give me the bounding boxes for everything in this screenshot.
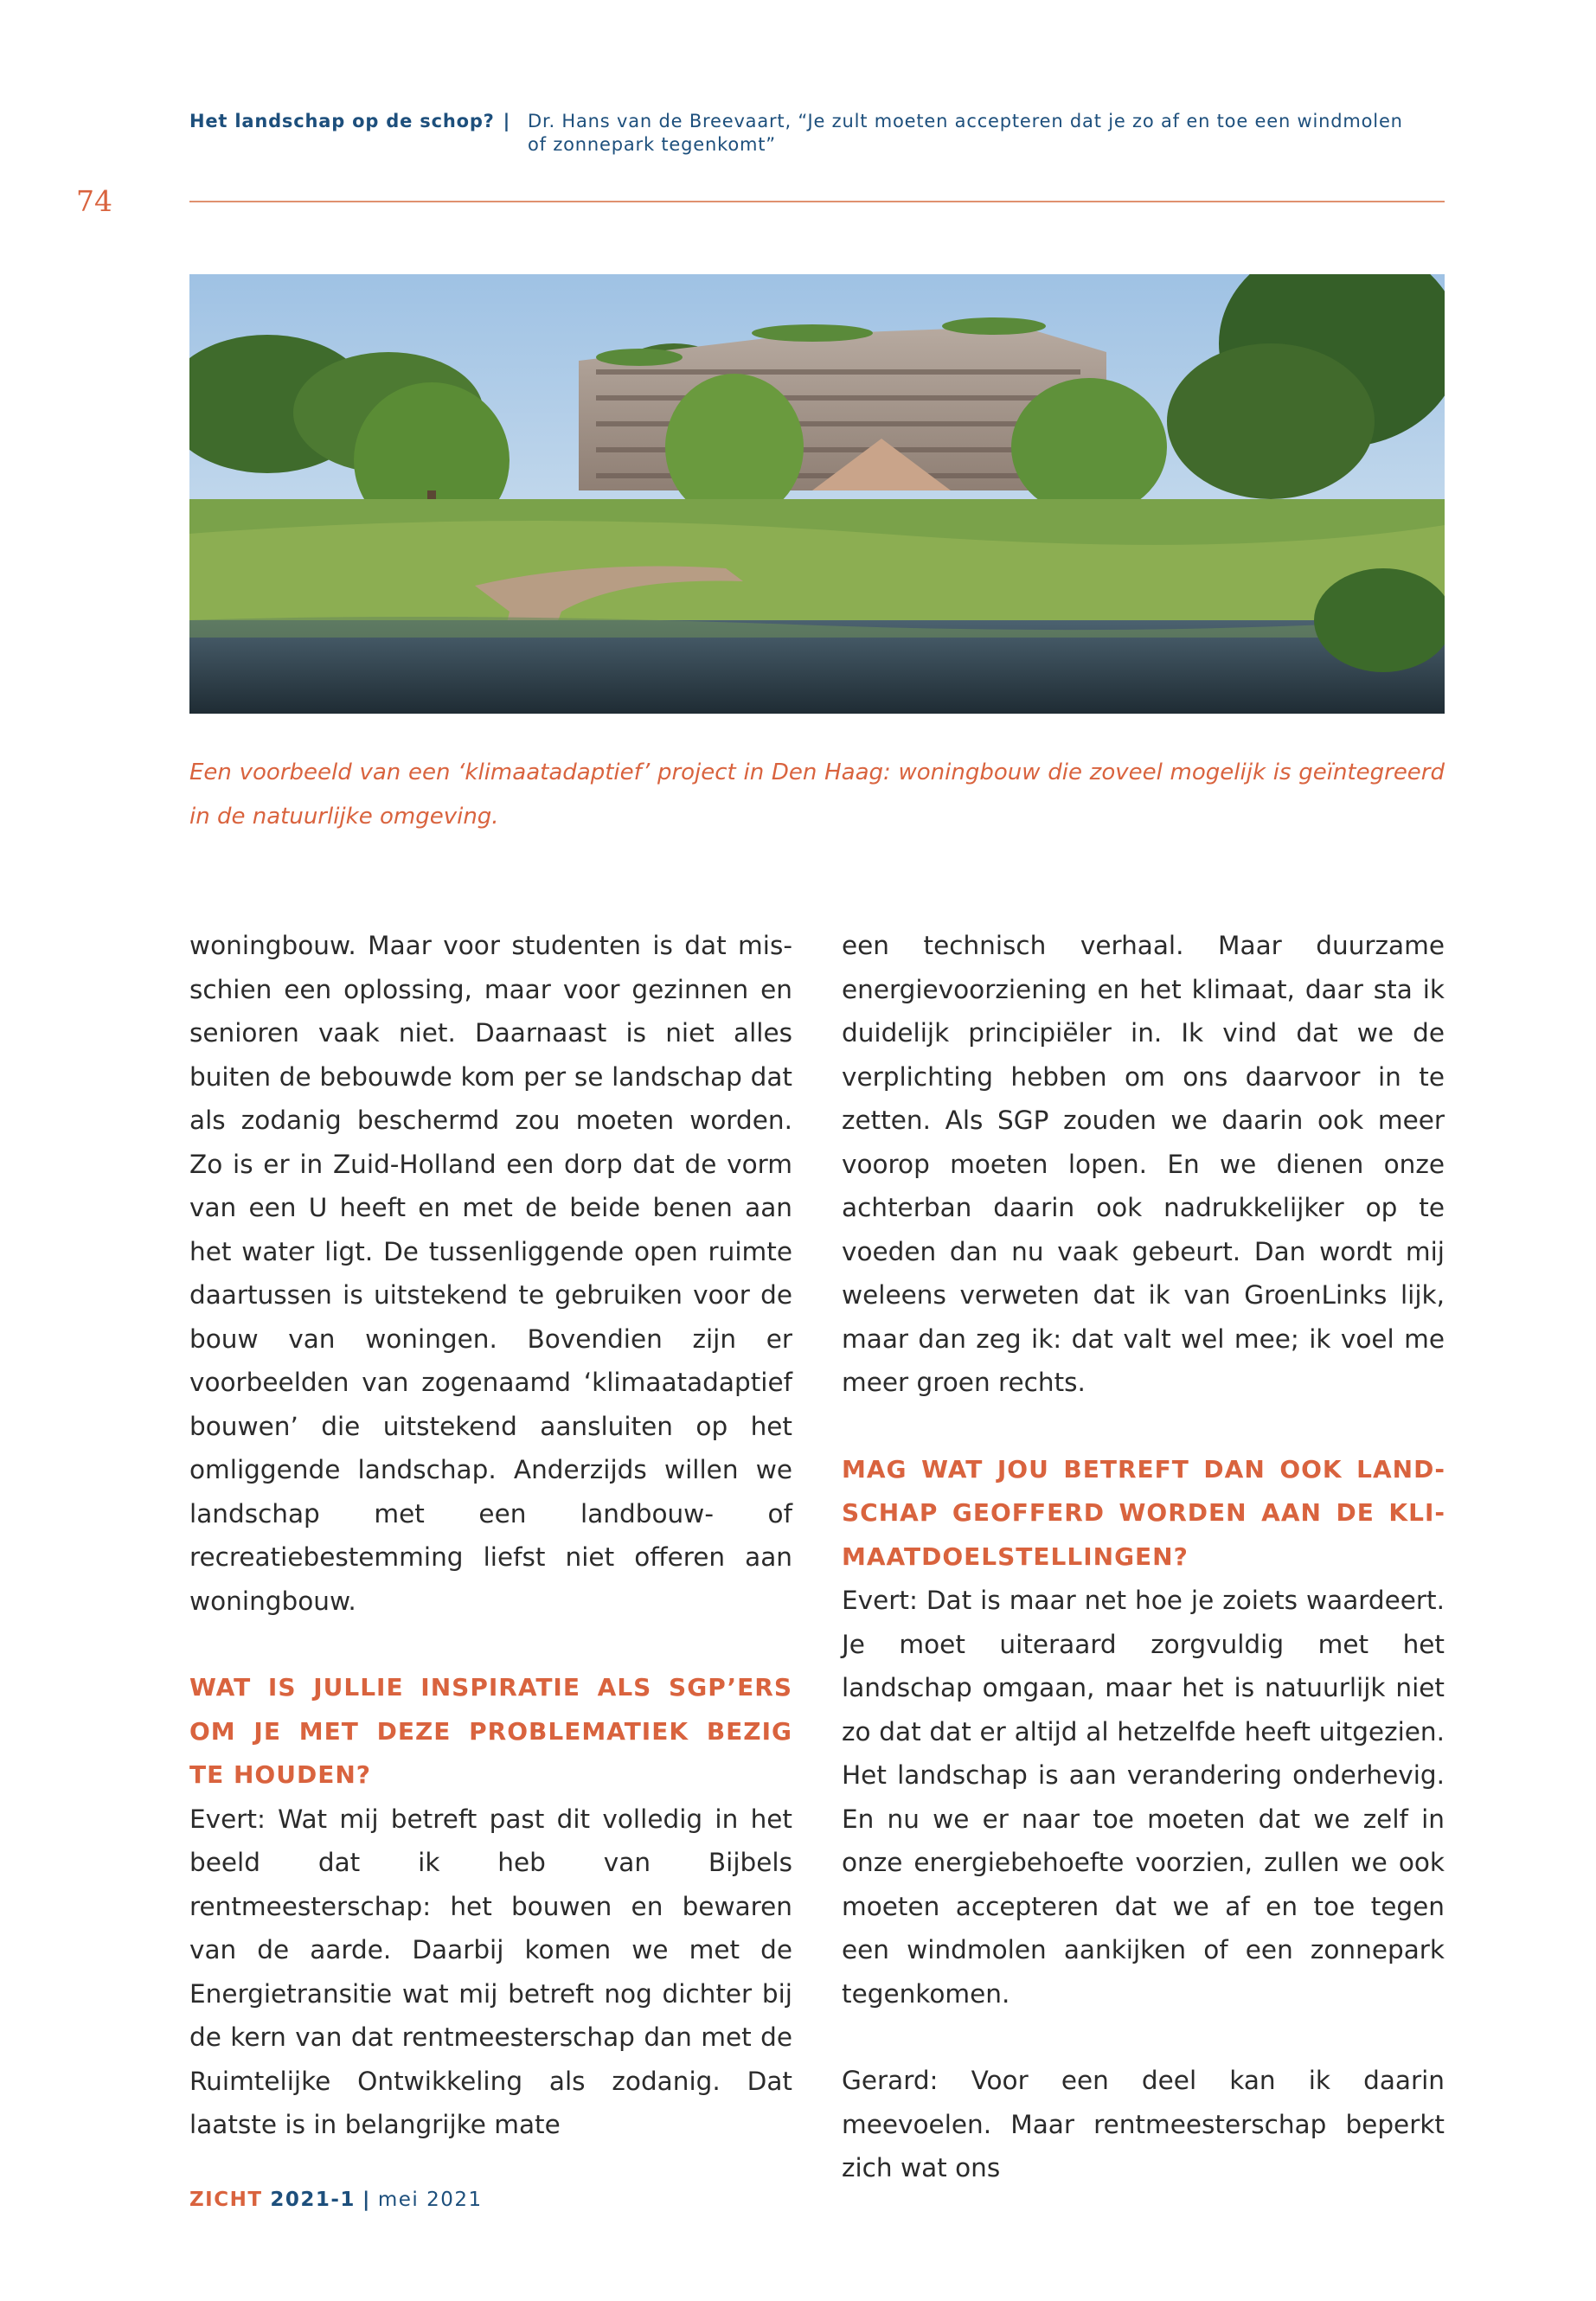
running-header <box>189 110 1452 155</box>
header-separator: | <box>503 111 511 131</box>
spacer <box>842 2016 1445 2059</box>
left-paragraph-2: Evert: Wat mij betreft past dit volledig in het beeld dat ik heb van Bijbels rentmeesterschap: het bouwen en bewaren van de aarde. Daarbij komen we met de Energietransitie wat mij betreft nog dichter bij de kern van dat rentmeesterschap dan met de Ruimtelijke Ontwikkeling als zodanig. Dat laatste is in belangrijke mate <box>189 1804 792 2139</box>
spacer <box>842 1405 1445 1448</box>
photo-caption: Een voorbeeld van een ‘klimaatadaptief’ project in Den Haag: woningbouw die zoveel mogelijk is geïntegreerd in de natuurlijke omgeving. <box>189 760 1445 830</box>
left-column <box>189 924 792 2147</box>
right-paragraph-3: Gerard: Voor een deel kan ik daarin meevoelen. Maar rentmeesterschap beperkt zich wat ons <box>842 2066 1445 2182</box>
project-photo <box>189 274 1445 714</box>
footer <box>189 2189 483 2211</box>
header-subtitle-line-1: Dr. Hans van de Breevaart, “Je zult moeten accepteren dat je zo af en toe een windmolen <box>528 111 1403 131</box>
page-number: 74 <box>76 184 112 218</box>
right-paragraph-1: een technisch verhaal. Maar duurzame energievoorziening en het klimaat, daar sta ik duidelijk principiëler in. Ik vind dat we de verplichting hebben om ons daarvoor in te zetten. Als SGP zouden we daarin ook meer voorop moeten lopen. En we dienen onze achterban daarin ook nadrukkelijker op te voeden dan nu vaak gebeurt. Dan wordt mij weleens verweten dat ik van GroenLinks lijk, maar dan zeg ik: dat valt wel mee; ik voel me meer groen rechts. <box>842 931 1445 1397</box>
right-question-heading: MAG WAT JOU BETREFT DAN OOK LANDSCHAP GEOFFERD WORDEN AAN DE KLIMAATDOELSTELLINGEN? <box>842 1454 1445 1571</box>
right-column <box>842 924 1445 2190</box>
left-question-heading: WAT IS JULLIE INSPIRATIE ALS SGP’ERS OM JE MET DEZE PROBLEMATIEK BEZIG TE HOUDEN? <box>189 1673 792 1789</box>
header-title: Het landschap op de schop? <box>189 111 495 131</box>
footer-date: mei 2021 <box>377 2189 483 2211</box>
header-rule <box>189 201 1445 202</box>
header-subtitle <box>528 110 1445 157</box>
footer-separator: | <box>362 2189 371 2211</box>
footer-brand: ZICHT <box>189 2189 263 2211</box>
left-paragraph-1: woningbouw. Maar voor studenten is dat misschien een oplossing, maar voor gezinnen en senioren vaak niet. Daarnaast is niet alles buiten de bebouwde kom per se landschap dat als zodanig beschermd zou moeten worden. Zo is er in Zuid-Holland een dorp dat de vorm van een U heeft en met de beide benen aan het water ligt. De tussenliggende open ruimte daartussen is uitstekend te gebruiken voor de bouw van woningen. Bovendien zijn er voorbeelden van zogenaamd ‘klimaatadaptief bouwen’ die uitstekend aansluiten op het omliggende landschap. Anderzijds willen we landschap met een landbouw- of recreatiebestemming liefst niet offeren aan woningbouw. <box>189 931 792 1616</box>
right-paragraph-2: Evert: Dat is maar net hoe je zoiets waardeert. Je moet uiteraard zorgvuldig met het landschap omgaan, maar het is natuurlijk niet zo dat dat er altijd al hetzelfde heeft uitgezien. Het landschap is aan verandering onderhevig. En nu we er naar toe moeten dat we zelf in onze energiebehoefte voorzien, zullen we ook moeten accepteren dat we af en toe tegen een windmolen aankijken of een zonnepark tegenkomen. <box>842 1586 1445 2009</box>
spacer <box>189 1623 792 1666</box>
footer-issue: 2021-1 <box>270 2189 356 2211</box>
header-subtitle-line-2: of zonnepark tegenkomt” <box>528 134 776 155</box>
